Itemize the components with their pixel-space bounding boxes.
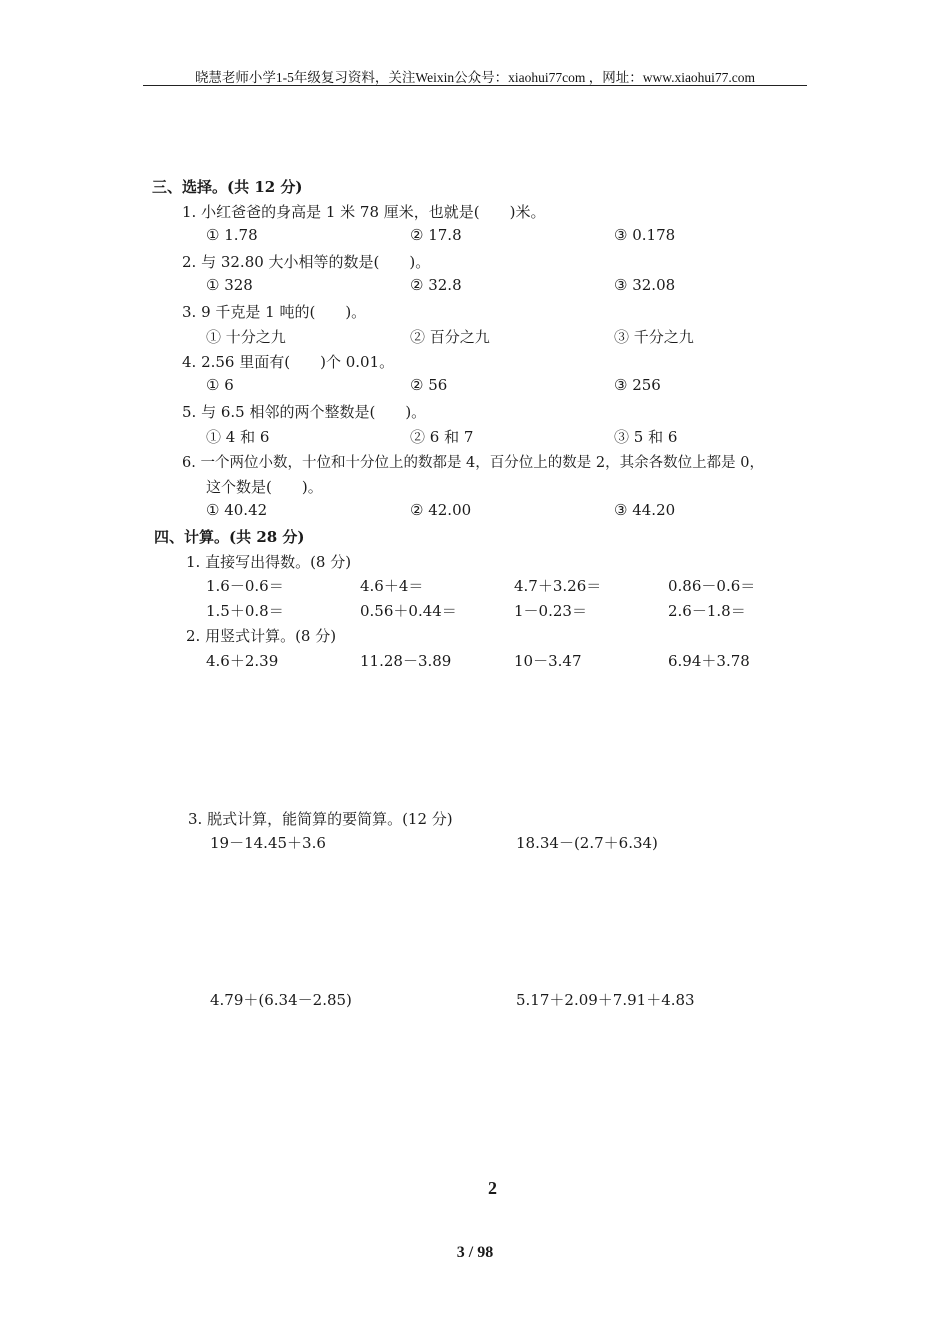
section-4-title: 四、计算。(共 28 分) [154, 528, 305, 546]
part-2-title: 2. 用竖式计算。(8 分) [186, 627, 337, 645]
oral-calc-1: 1.6－0.6＝ [206, 577, 284, 595]
q6-option-1: ① 40.42 [206, 501, 268, 519]
question-2: 2. 与 32.80 大小相等的数是( )。 [182, 253, 431, 271]
oral-calc-2: 4.6＋4＝ [360, 577, 424, 595]
vertical-calc-4: 6.94＋3.78 [668, 652, 750, 670]
q6-option-3: ③ 44.20 [614, 501, 676, 519]
question-6-cont: 这个数是( )。 [206, 478, 323, 496]
pager: 3 / 98 [456, 1244, 494, 1261]
question-5: 5. 与 6.5 相邻的两个整数是( )。 [182, 403, 427, 421]
vertical-calc-3: 10－3.47 [514, 652, 582, 670]
page-number: 2 [488, 1178, 497, 1198]
header-rule [143, 85, 807, 86]
section-3-title: 三、选择。(共 12 分) [152, 178, 303, 196]
q3-option-1: ① 十分之九 [206, 328, 286, 346]
question-1: 1. 小红爸爸的身高是 1 米 78 厘米，也就是( )米。 [182, 203, 546, 221]
q1-option-3: ③ 0.178 [614, 226, 676, 244]
q2-option-2: ② 32.8 [410, 276, 462, 294]
oral-calc-3: 4.7＋3.26＝ [514, 577, 602, 595]
oral-calc-4: 0.86－0.6＝ [668, 577, 756, 595]
part-3-title: 3. 脱式计算，能简算的要简算。(12 分) [188, 810, 453, 828]
q3-option-2: ② 百分之九 [410, 328, 490, 346]
q5-option-1: ① 4 和 6 [206, 428, 270, 446]
q4-option-2: ② 56 [410, 376, 448, 394]
oral-calc-6: 0.56＋0.44＝ [360, 602, 457, 620]
q1-option-2: ② 17.8 [410, 226, 462, 244]
q4-option-1: ① 6 [206, 376, 234, 394]
oral-calc-8: 2.6－1.8＝ [668, 602, 746, 620]
step-calc-3: 4.79＋(6.34－2.85) [210, 991, 352, 1009]
question-6: 6. 一个两位小数，十位和十分位上的数都是 4，百分位上的数是 2，其余各数位上都是 0， [182, 455, 764, 471]
oral-calc-7: 1－0.23＝ [514, 602, 587, 620]
q4-option-3: ③ 256 [614, 376, 661, 394]
q2-option-1: ① 328 [206, 276, 253, 294]
question-4: 4. 2.56 里面有( )个 0.01。 [182, 353, 395, 371]
step-calc-4: 5.17＋2.09＋7.91＋4.83 [516, 991, 695, 1009]
q3-option-3: ③ 千分之九 [614, 328, 694, 346]
q1-option-1: ① 1.78 [206, 226, 258, 244]
step-calc-2: 18.34－(2.7＋6.34) [516, 834, 658, 852]
question-3: 3. 9 千克是 1 吨的( )。 [182, 303, 367, 321]
q6-option-2: ② 42.00 [410, 501, 472, 519]
vertical-calc-1: 4.6＋2.39 [206, 652, 279, 670]
part-1-title: 1. 直接写出得数。(8 分) [186, 553, 352, 571]
step-calc-1: 19－14.45＋3.6 [210, 834, 326, 852]
oral-calc-5: 1.5＋0.8＝ [206, 602, 284, 620]
vertical-calc-2: 11.28－3.89 [360, 652, 452, 670]
page-header: 晓慧老师小学1-5年级复习资料，关注Weixin公众号：xiaohui77com ，网址：www.xiaohui77.com [194, 70, 756, 85]
q5-option-3: ③ 5 和 6 [614, 428, 678, 446]
q5-option-2: ② 6 和 7 [410, 428, 474, 446]
q2-option-3: ③ 32.08 [614, 276, 676, 294]
